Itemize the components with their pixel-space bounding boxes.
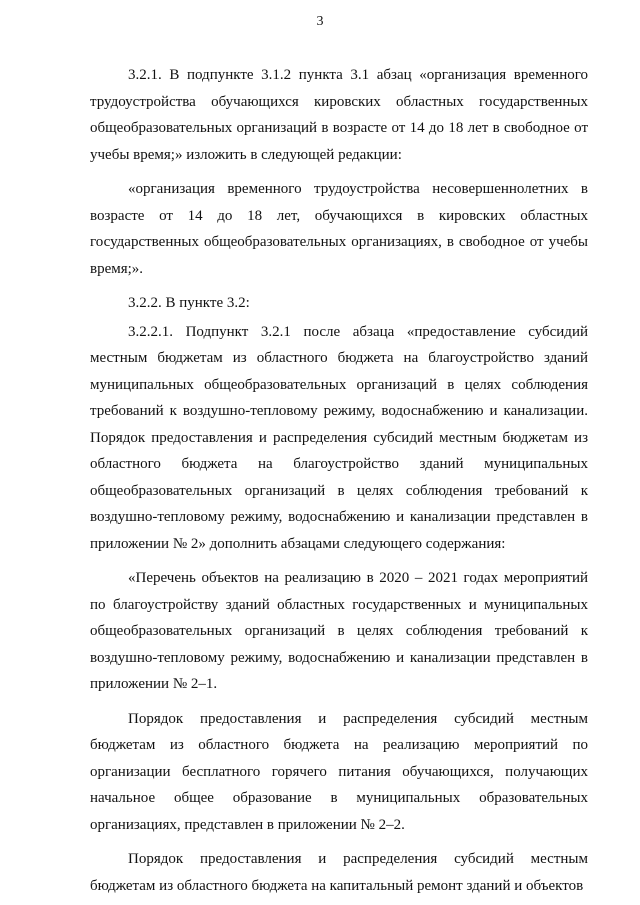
paragraph-3-2-2-1: 3.2.2.1. Подпункт 3.2.1 после абзаца «предоставление субсидий местным бюджетам из областного бюджета на благоустройство зданий муниципальных общеобразовательных организаций в целях соблюдения требований к воздушно-тепловому режиму, водоснабжению и канализации. Порядок предоставления и распределения субсидий местным бюджетам из областного бюджета на благоустройство зданий муниципальных общеобразовательных организаций в целях соблюдения требований к воздушно-тепловому режиму, водоснабжению и канализации представлен в приложении № 2» дополнить абзацами следующего содержания: <box>90 323 588 552</box>
paragraph-3-2-1: 3.2.1. В подпункте 3.1.2 пункта 3.1 абзац «организация временного трудоустройства обучающихся кировских областных государственных общеобразовательных организаций в возрасте от 14 до 18 лет в свободное от учебы время;» изложить в следующей редакции: <box>90 67 588 163</box>
paragraph-quote-new-wording: «организация временного трудоустройства несовершеннолетних в возрасте от 14 до 18 лет, обучающихся в кировских областных государственных общеобразовательных организациях, в свободное от учебы время;». <box>90 181 588 277</box>
paragraph-3-2-2: 3.2.2. В пункте 3.2: <box>128 295 250 311</box>
paragraph-appendix-2-2: Порядок предоставления и распределения субсидий местным бюджетам из областного бюджета на реализацию мероприятий по организации бесплатного горячего питания обучающихся, получающих начальное общее образование в муниципальных образовательных организациях, представлен в приложении № 2–2. <box>90 710 588 833</box>
document-body <box>90 62 588 899</box>
page-number: 3 <box>316 14 324 29</box>
paragraph-capital-repair: Порядок предоставления и распределения субсидий местным бюджетам из областного бюджета на капитальный ремонт зданий и объектов <box>90 851 588 894</box>
paragraph-appendix-2-1: «Перечень объектов на реализацию в 2020 – 2021 годах мероприятий по благоустройству зданий областных государственных и муниципальных общеобразовательных организаций в целях соблюдения требований к воздушно-тепловому режиму, водоснабжению и канализации представлен в приложении № 2–1. <box>90 570 588 692</box>
